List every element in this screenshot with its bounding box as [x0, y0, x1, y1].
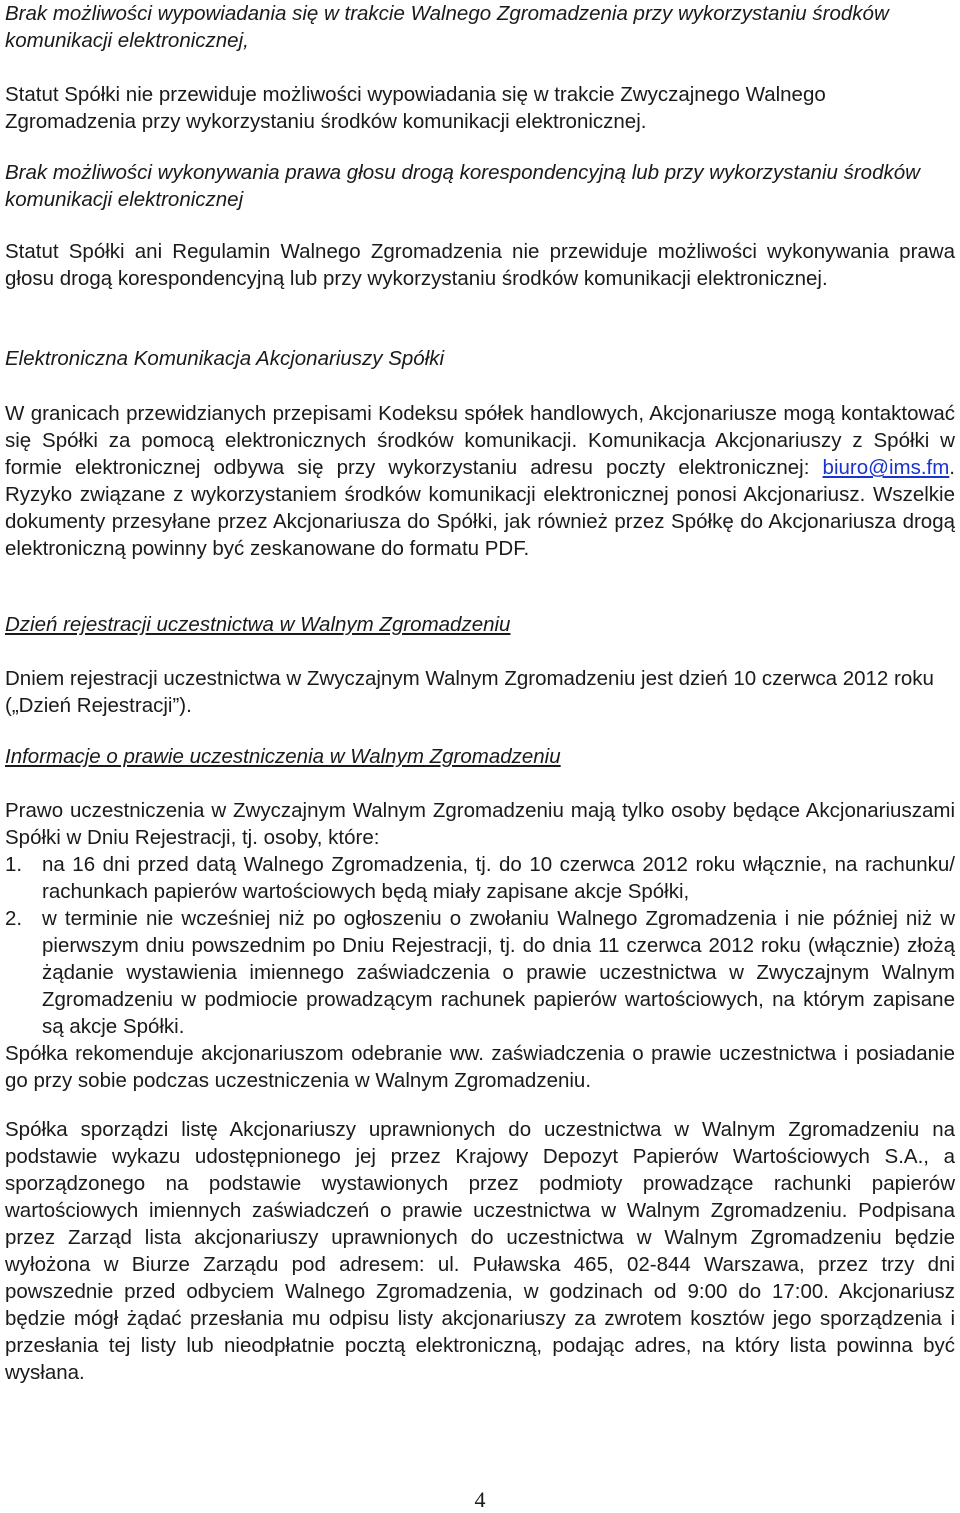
section-heading-registration-day: Dzień rejestracji uczestnictwa w Walnym Zgromadzeniu: [5, 613, 511, 636]
participation-rights-content: [5, 797, 955, 1094]
communication-text-part1: W granicach przewidzianych przepisami Kodeksu spółek handlowych, Akcjonariusze mogą kontaktować się Spółki za pomocą elektronicznych środków komunikacji. Komunikacja Akcjonariuszy z Spółki w formie elektronicznej odbywa się przy wykorzystaniu adresu poczty elektronicznej:: [5, 402, 955, 479]
paragraph-registration-day: Dniem rejestracji uczestnictwa w Zwyczajnym Walnym Zgromadzeniu jest dzień 10 czerwca 2012 roku („Dzień Rejestracji”).: [5, 667, 934, 717]
paragraph-shareholder-list: Spółka sporządzi listę Akcjonariuszy uprawnionych do uczestnictwa w Walnym Zgromadzeniu na podstawie wykazu udostępnionego jej przez Krajowy Depozyt Papierów Wartościowych S.A., a sporządzonego na podstawie wystawionych przez podmioty prowadzące rachunki papierów wartościowych imiennych zaświadczeń o prawie uczestnictwa w Walnym Zgromadzeniu. Podpisana przez Zarząd lista akcjonariuszy uprawnionych do uczestnictwa w Walnym Zgromadzeniu będzie wyłożona w Biurze Zarządu pod adresem: ul. Puławska 465, 02-844 Warszawa, przez trzy dni powszednie przed odbyciem Walnego Zgromadzenia, w godzinach od 9:00 do 17:00. Akcjonariusz będzie mógł żądać przesłania mu odpisu listy akcjonariuszy za zwrotem kosztów jego sporządzenia i przesłania tej listy lub nieodpłatnie pocztą elektroniczną, podając adres, na który lista powinna być wysłana.: [5, 1118, 955, 1384]
participation-conditions-list: [5, 851, 955, 1040]
list-item-number: 2.: [5, 907, 23, 930]
list-item-number: 1.: [5, 853, 23, 876]
list-item-text: na 16 dni przed datą Walnego Zgromadzenia, tj. do 10 czerwca 2012 roku włącznie, na rachunku/ rachunkach papierów wartościowych będą miały zapisane akcje Spółki,: [42, 853, 955, 903]
paragraph-correspondence-voting: Statut Spółki ani Regulamin Walnego Zgromadzenia nie przewiduje możliwości wykonywania prawa głosu drogą korespondencyjną lub przy wykorzystaniu środków komunikacji elektronicznej.: [5, 240, 955, 290]
email-link[interactable]: biuro@ims.fm: [822, 456, 950, 479]
paragraph-electronic-speaking: Statut Spółki nie przewiduje możliwości wypowiadania się w trakcie Zwyczajnego Walnego Zgromadzenia przy wykorzystaniu środków komunikacji elektronicznej.: [5, 83, 826, 133]
page-number: 4: [474, 1487, 486, 1512]
paragraph-recommendation: Spółka rekomenduje akcjonariuszom odebranie ww. zaświadczenia o prawie uczestnictwa i posiadanie go przy sobie podczas uczestniczenia w Walnym Zgromadzeniu.: [5, 1042, 955, 1092]
communication-text-part2: . Ryzyko związane z wykorzystaniem środków komunikacji elektronicznej ponosi Akcjonariusz. Wszelkie dokumenty przesyłane przez Akcjonariusza do Spółki, jak również przez Spółkę do Akcjonariusza drogą elektroniczną powinny być zeskanowane do formatu PDF.: [5, 456, 955, 560]
list-item: [5, 851, 955, 905]
list-item-text: w terminie nie wcześniej niż po ogłoszeniu o zwołaniu Walnego Zgromadzenia i nie później niż w pierwszym dniu powszednim po Dniu Rejestracji, tj. do dnia 11 czerwca 2012 roku (włącznie) złożą żądanie wystawienia imiennego zaświadczenia o prawie uczestnictwa w Zwyczajnym Walnym Zgromadzeniu w podmiocie prowadzącym rachunek papierów wartościowych, na którym zapisane są akcje Spółki.: [42, 907, 955, 1038]
section-heading-participation-rights: Informacje o prawie uczestniczenia w Walnym Zgromadzeniu: [5, 745, 561, 768]
list-item: [5, 905, 955, 1040]
section-heading-correspondence-voting: Brak możliwości wykonywania prawa głosu drogą korespondencyjną lub przy wykorzystaniu środków komunikacji elektronicznej: [5, 161, 920, 211]
section-heading-electronic-speaking: Brak możliwości wypowiadania się w trakcie Walnego Zgromadzenia przy wykorzystaniu środków komunikacji elektronicznej,: [5, 2, 889, 52]
section-heading-electronic-communication: Elektroniczna Komunikacja Akcjonariuszy Spółki: [5, 347, 445, 370]
paragraph-electronic-communication: [5, 400, 955, 562]
paragraph-participation-intro: Prawo uczestniczenia w Zwyczajnym Walnym Zgromadzeniu mają tylko osoby będące Akcjonariuszami Spółki w Dniu Rejestracji, tj. osoby, które:: [5, 799, 955, 849]
